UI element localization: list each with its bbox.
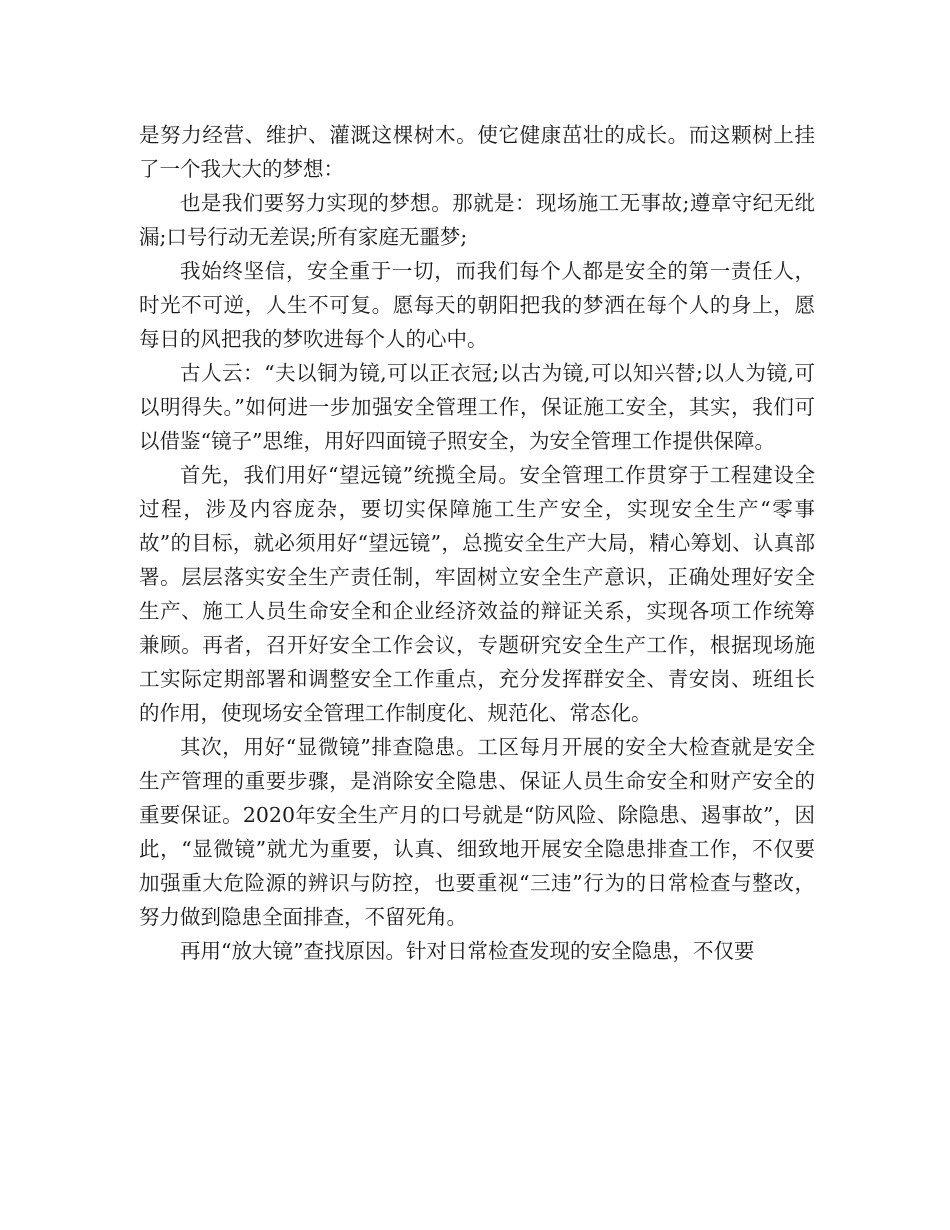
paragraph: 也是我们要努力实现的梦想。那就是：现场施工无事故;遵章守纪无纰漏;口号行动无差误;所有家庭无噩梦; <box>139 191 815 249</box>
paragraph: 我始终坚信，安全重于一切，而我们每个人都是安全的第一责任人，时光不可逆，人生不可复。愿每天的朝阳把我的梦洒在每个人的身上，愿每日的风把我的梦吹进每个人的心中。 <box>139 259 815 351</box>
paragraph: 古人云：“夫以铜为镜,可以正衣冠;以古为镜,可以知兴替;以人为镜,可以明得失。”如何进一步加强安全管理工作，保证施工安全，其实，我们可以借鉴“镜子”思维，用好四面镜子照安全，为安全管理工作提供保障。 <box>139 361 815 453</box>
paragraph: 其次，用好“显微镜”排查隐患。工区每月开展的安全大检查就是安全生产管理的重要步骤，是消除安全隐患、保证人员生命安全和财产安全的重要保证。2020年安全生产月的口号就是“防风险、除隐患、遏事故”，因此，“显微镜”就尤为重要，认真、细致地开展安全隐患排查工作，不仅要加强重大危险源的辨识与防控，也要重视“三违”行为的日常检查与整改，努力做到隐患全面排查，不留死角。 <box>139 735 815 929</box>
paragraph: 首先，我们用好“望远镜”统揽全局。安全管理工作贯穿于工程建设全过程，涉及内容庞杂，要切实保障施工生产安全，实现安全生产“零事故”的目标，就必须用好“望远镜”，总揽安全生产大局，精心筹划、认真部署。层层落实安全生产责任制，牢固树立安全生产意识，正确处理好安全生产、施工人员生命安全和企业经济效益的辩证关系，实现各项工作统筹兼顾。再者，召开好安全工作会议，专题研究安全生产工作，根据现场施工实际定期部署和调整安全工作重点，充分发挥群安全、青安岗、班组长的作用，使现场安全管理工作制度化、规范化、常态化。 <box>139 463 815 725</box>
paragraph: 再用“放大镜”查找原因。针对日常检查发现的安全隐患，不仅要 <box>180 939 755 963</box>
document-page <box>139 118 815 968</box>
paragraph: 是努力经营、维护、灌溉这棵树木。使它健康茁壮的成长。而这颗树上挂了一个我大大的梦想： <box>139 123 815 181</box>
